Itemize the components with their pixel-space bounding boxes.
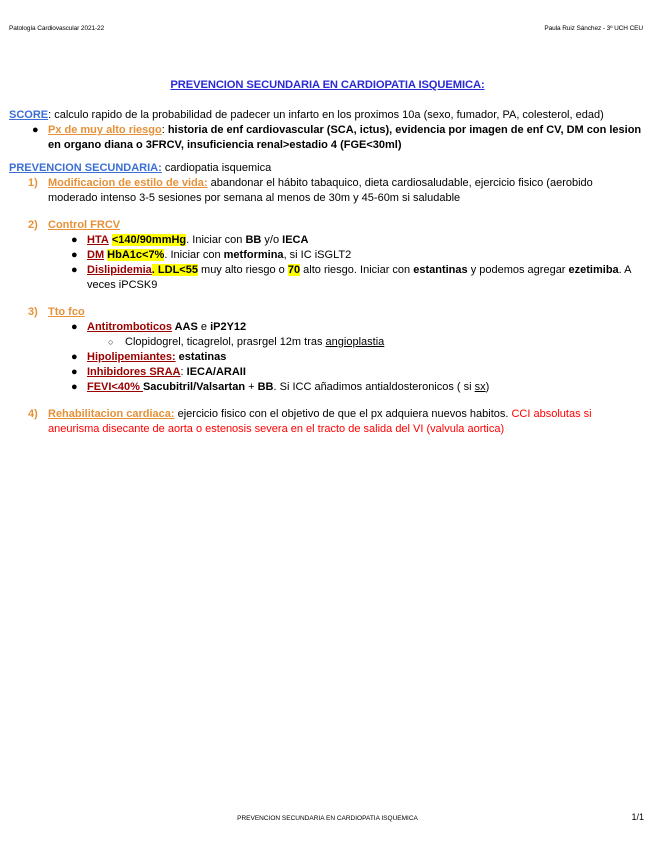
angioplastia-text: angioplastia [325,336,385,348]
dlp-estantinas: estantinas [413,264,468,276]
muy-alto-riesgo-item [9,123,645,153]
antitromboticos-item [9,320,645,335]
score-label: SCORE [9,109,49,121]
item-3-number: 3) [28,306,38,318]
dlp-text-2: alto riesgo. Iniciar con [300,264,414,276]
score-paragraph [9,108,645,123]
srAA-text: IECA/ARAII [186,366,246,378]
antitromboticos-label: Antitromboticos [87,321,172,333]
dislipidemia-item [9,263,645,293]
antitrom-ip2y12: iP2Y12 [210,321,247,333]
hta-bb: BB [245,234,262,246]
footer-title: PREVENCION SECUNDARIA EN CARDIOPATIA ISQUEMICA [237,815,418,822]
dislipidemia-dot: . [151,264,155,276]
clopidogrel-item [9,335,645,350]
page-number: 1/1 [631,812,644,822]
hta-label: HTA [87,234,109,246]
dlp-ezetimiba: ezetimiba [568,264,619,276]
fevi-text: . Si ICC añadimos antialdosteronicos ( si [273,381,475,393]
fevi-plus: + [245,381,258,393]
dlp-text-3: y podemos agregar [467,264,569,276]
bullet-icon: ● [71,351,78,363]
hipolipemiantes-item [9,350,645,365]
dislipidemia-label: Dislipidemia [87,264,152,276]
header-course: Patología Cardiovascular 2021-22 [9,25,105,32]
fevi-item [9,380,645,395]
dlp-text-1: muy alto riesgo o [197,264,288,276]
bullet-icon: ● [32,124,39,136]
prev-sec-text: cardiopatia isquemica [161,162,272,174]
document-body [9,108,645,437]
hta-value: <140/90mmHg [111,234,187,246]
antitrom-e: e [197,321,211,333]
item-4-label: Rehabilitacion cardiaca: [48,408,175,420]
fevi-close: ) [485,381,490,393]
hta-text-2: y/o [261,234,283,246]
dm-text-1: . Iniciar con [164,249,224,261]
fevi-sacubitril: Sacubitril/Valsartan [142,381,246,393]
bullet-icon: ● [71,366,78,378]
hollow-bullet-icon: ○ [108,337,114,347]
bullet-icon: ● [71,264,78,276]
prev-sec-label: PREVENCION SECUNDARIA: [9,162,162,174]
srAA-item [9,365,645,380]
item-1-text: abandonar el hábito tabaquico, dieta cardiosaludable, ejercicio fisico (aerobido moderado intenso 3-5 sesiones por semana al menos de 30m y 45-60m si saludable [48,177,593,204]
bullet-icon: ● [71,249,78,261]
score-text: : calculo rapido de la probabilidad de padecer un infarto en los proximos 10a (sexo, fumador, PA, colesterol, edad) [48,109,604,121]
dislipidemia-value-2: 70 [287,264,301,276]
dm-item [9,248,645,263]
hipolipemiantes-label: Hipolipemiantes: [87,351,176,363]
item-2-label: Control FRCV [48,219,121,231]
bullet-icon: ● [71,381,78,393]
clopidogrel-text: Clopidogrel, ticagrelol, prasrgel 12m tras [125,336,326,348]
muy-alto-label: Px de muy alto riesgo [48,124,162,136]
dlp-text-4: . A veces iPCSK9 [87,264,631,291]
muy-alto-text: historia de enf cardiovascular (SCA, ictus), evidencia por imagen de enf CV, DM con lesion en organo diana o 3FRCV, insuficiencia renal>estadio 4 (FGE<30ml) [48,124,642,151]
item-2-number: 2) [28,219,38,231]
page-title: PREVENCION SECUNDARIA EN CARDIOPATIA ISQUEMICA: [170,79,485,91]
hta-ieca: IECA [282,234,309,246]
header-author: Paula Ruiz Sánchez - 3º UCH CEU [544,25,643,32]
dm-value: HbA1c<7% [107,249,165,261]
bullet-icon: ● [71,234,78,246]
muy-alto-colon: : [161,124,168,136]
item-4-red-text: CCI absolutas si aneurisma disecante de aorta o estenosis severa en el tracto de salida del VI (valvula aortica) [48,408,592,435]
hta-item [9,233,645,248]
fevi-label: FEVI<40% [87,381,143,393]
fevi-sx: sx [474,381,486,393]
antitrom-aas: AAS [171,321,198,333]
dm-text-2: , si IC iSGLT2 [283,249,352,261]
item-4-number: 4) [28,408,38,420]
item-4-text: ejercicio fisico con el objetivo de que el px adquiera nuevos habitos. [174,408,512,420]
item-3-label: Tto fco [48,306,85,318]
item-1 [9,176,645,206]
srAA-label: Inhibidores SRAA [87,366,181,378]
item-1-number: 1) [28,177,38,189]
dm-label: DM [87,249,105,261]
item-4 [9,407,645,437]
srAA-colon: : [180,366,187,378]
fevi-bb: BB [257,381,274,393]
bullet-icon: ● [71,321,78,333]
dm-metformina: metformina [223,249,284,261]
dislipidemia-value: LDL<55 [157,264,198,276]
prev-sec-paragraph [9,161,645,176]
hipolipemiantes-text: estatinas [175,351,227,363]
item-2 [9,218,645,233]
hta-text-1: . Iniciar con [186,234,246,246]
item-3 [9,305,645,320]
item-1-label: Modificacion de estilo de vida: [48,177,208,189]
